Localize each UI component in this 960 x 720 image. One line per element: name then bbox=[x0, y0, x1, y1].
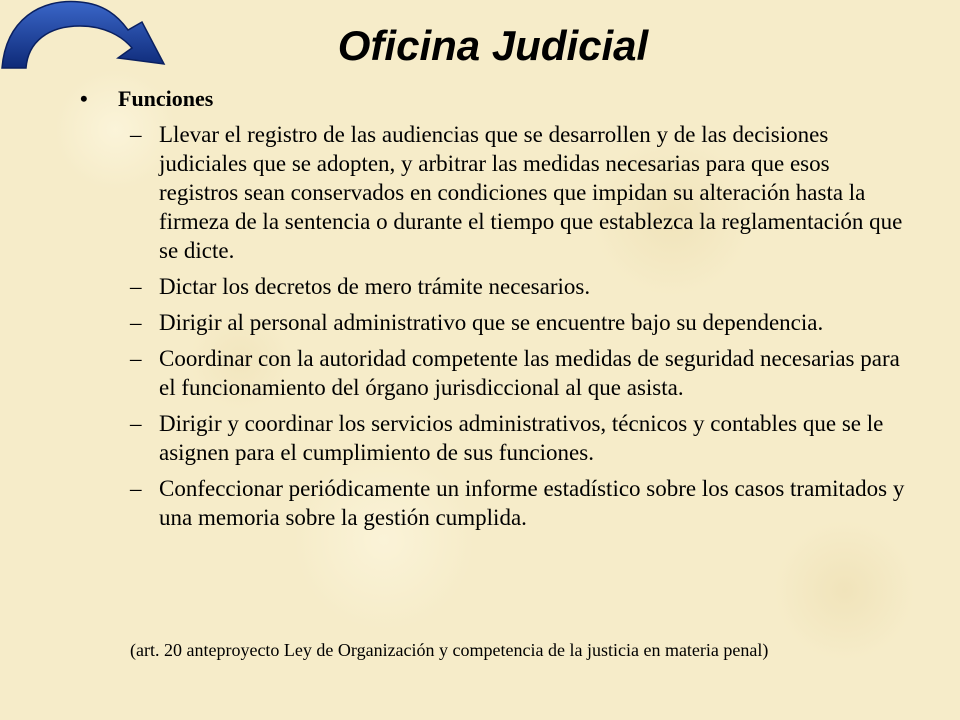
list-item bbox=[130, 409, 910, 467]
list-item bbox=[130, 344, 910, 402]
functions-list bbox=[130, 120, 910, 539]
list-item-text: Dirigir y coordinar los servicios administrativos, técnicos y contables que se le asignen para el cumplimiento de sus funciones. bbox=[159, 411, 884, 465]
list-item bbox=[130, 272, 910, 301]
list-item bbox=[130, 308, 910, 337]
list-item-text: Confeccionar periódicamente un informe estadístico sobre los casos tramitados y una memoria sobre la gestión cumplida. bbox=[159, 476, 905, 530]
dash-icon: – bbox=[130, 476, 142, 501]
list-item-text: Dictar los decretos de mero trámite necesarios. bbox=[159, 274, 591, 299]
dash-icon: – bbox=[130, 411, 142, 436]
dash-icon: – bbox=[130, 346, 142, 371]
list-item bbox=[130, 120, 910, 265]
dash-icon: – bbox=[130, 310, 142, 335]
section-heading bbox=[80, 86, 213, 112]
page-title: Oficina Judicial bbox=[337, 22, 649, 69]
bullet-icon: • bbox=[80, 86, 88, 111]
dash-icon: – bbox=[130, 274, 142, 299]
section-heading-label: Funciones bbox=[118, 86, 214, 111]
dash-icon: – bbox=[130, 122, 142, 147]
list-item bbox=[130, 474, 910, 532]
list-item-text: Dirigir al personal administrativo que se encuentre bajo su dependencia. bbox=[159, 310, 824, 335]
list-item-text: Coordinar con la autoridad competente las medidas de seguridad necesarias para el funcionamiento del órgano jurisdiccional al que asista. bbox=[159, 346, 900, 400]
footnote-citation: (art. 20 anteproyecto Ley de Organización y competencia de la justicia en materia penal) bbox=[130, 640, 769, 660]
list-item-text: Llevar el registro de las audiencias que se desarrollen y de las decisiones judiciales que se adopten, y arbitrar las medidas necesarias para que esos registros sean conservados en condiciones que impidan su alteración hasta la firmeza de la sentencia o durante el tiempo que establezca la reglamentación que se dicte. bbox=[159, 122, 903, 263]
